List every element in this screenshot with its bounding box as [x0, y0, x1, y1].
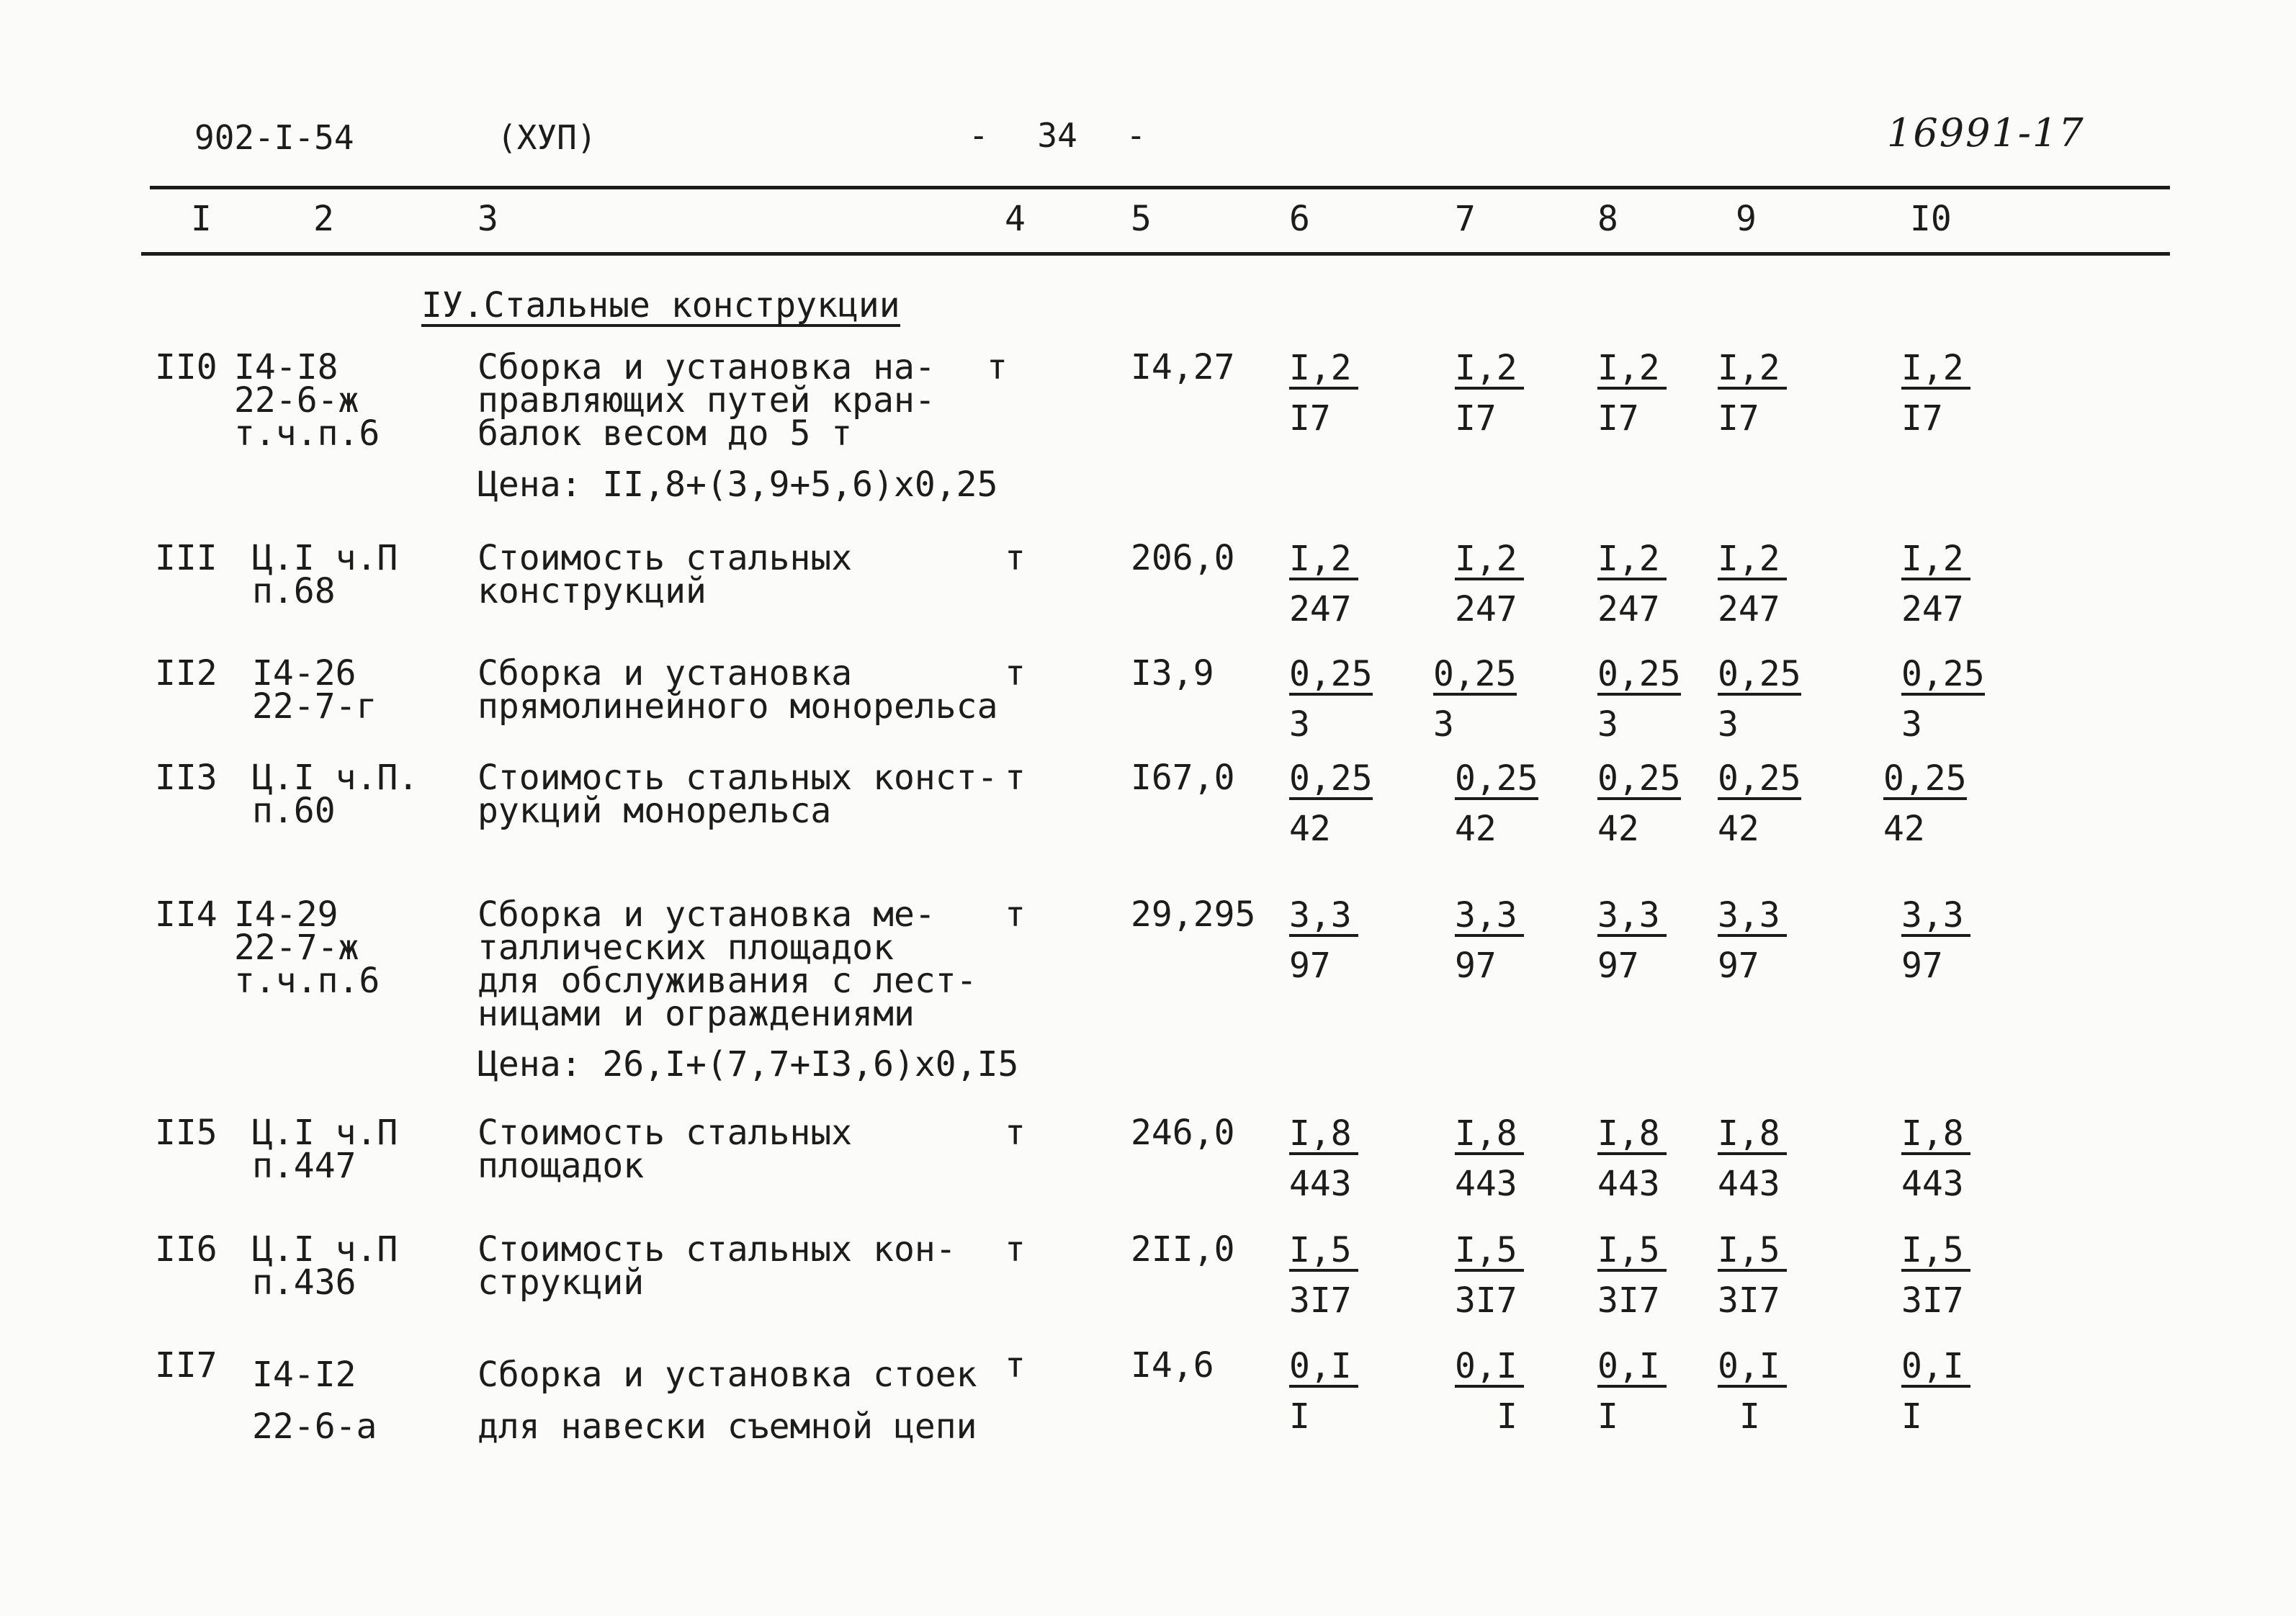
row-number: II3 — [155, 758, 218, 798]
value-denominator: 3I7 — [1289, 1280, 1352, 1321]
value-denominator: 3 — [1289, 704, 1310, 745]
row-reference: I4-I8 22-6-ж т.ч.п.6 — [234, 347, 380, 454]
value-denominator: 3I7 — [1455, 1280, 1517, 1321]
value-denominator: 443 — [1289, 1164, 1352, 1204]
row-value-col7 — [1455, 348, 1524, 439]
row-value-col8 — [1597, 654, 1681, 745]
row-description: Сборка и установка на- правляющих путей кран- балок весом до 5 т — [477, 347, 936, 454]
row-price: I4,6 — [1131, 1345, 1214, 1386]
row-value-col9 — [1718, 895, 1787, 986]
row-description: Сборка и установка ме- таллических площадок для обслуживания с лест- ницами и ограждениями — [477, 894, 977, 1034]
row-value-col7 — [1455, 1113, 1524, 1204]
value-denominator: 42 — [1718, 809, 1759, 849]
inventory-number: 16991-17 — [1887, 110, 2085, 156]
row-value-col9 — [1718, 1346, 1787, 1437]
value-denominator: 97 — [1455, 946, 1497, 986]
row-description: Сборка и установка стоек для навески съемной цепи — [477, 1355, 977, 1447]
value-denominator: 97 — [1597, 946, 1639, 986]
row-value-col7 — [1455, 1346, 1524, 1437]
value-numerator: 0,25 — [1883, 758, 1967, 799]
value-denominator: 42 — [1289, 809, 1331, 849]
value-numerator: I,5 — [1597, 1233, 1667, 1272]
col-header-4: 4 — [1005, 199, 1026, 239]
value-denominator: 247 — [1901, 589, 1964, 629]
row-value-col7 — [1455, 758, 1538, 849]
row-price: 29,295 — [1131, 894, 1256, 935]
value-denominator: 3I7 — [1597, 1280, 1660, 1321]
row-value-col8 — [1597, 539, 1667, 629]
value-numerator: 0,I — [1289, 1349, 1358, 1388]
value-numerator: I,2 — [1901, 542, 1970, 580]
row-value-col9 — [1718, 348, 1787, 439]
row-description: Сборка и установка прямолинейного монорельса — [477, 653, 998, 727]
row-unit: т — [1005, 1229, 1026, 1270]
row-price: I3,9 — [1131, 653, 1214, 693]
value-numerator: 0,25 — [1455, 758, 1538, 799]
table-top-rule — [150, 186, 2170, 189]
row-unit: т — [1005, 538, 1026, 578]
row-value-col9 — [1718, 758, 1801, 849]
row-value-col10 — [1901, 1346, 1970, 1437]
row-description: Стоимость стальных кон- струкций — [477, 1229, 956, 1303]
row-description: Стоимость стальных конст- рукций монорельса — [477, 758, 998, 831]
value-numerator: 3,3 — [1597, 898, 1667, 937]
row-value-col6 — [1289, 895, 1358, 986]
row-unit: т — [1005, 1113, 1026, 1153]
row-value-col8 — [1597, 1230, 1667, 1321]
volume-label: (ХУП) — [497, 118, 597, 157]
row-value-col7 — [1455, 539, 1524, 629]
row-value-col7 — [1455, 1230, 1524, 1321]
row-value-col7 — [1433, 654, 1517, 745]
value-numerator: I,5 — [1901, 1233, 1970, 1272]
row-value-col8 — [1597, 758, 1681, 849]
row-value-col10 — [1901, 654, 1985, 745]
row-value-col8 — [1597, 1113, 1667, 1204]
row-reference: I4-29 22-7-ж т.ч.п.6 — [234, 894, 380, 1001]
col-header-10: I0 — [1910, 199, 1952, 239]
col-header-3: 3 — [477, 199, 498, 239]
value-numerator: I,5 — [1718, 1233, 1787, 1272]
value-denominator: 3I7 — [1901, 1280, 1964, 1321]
row-value-col6 — [1289, 758, 1373, 849]
value-numerator: I,5 — [1289, 1233, 1358, 1272]
value-numerator: 3,3 — [1718, 898, 1787, 937]
row-value-col10 — [1901, 348, 1970, 439]
value-denominator: I7 — [1597, 398, 1639, 439]
value-numerator: 3,3 — [1289, 898, 1358, 937]
row-reference: Ц.I ч.П п.447 — [252, 1113, 398, 1186]
row-value-col8 — [1597, 348, 1667, 439]
row-number: II4 — [155, 894, 218, 935]
row-value-col10 — [1901, 1230, 1970, 1321]
value-numerator: I,2 — [1455, 542, 1524, 580]
value-denominator: 247 — [1718, 589, 1780, 629]
value-denominator: I7 — [1289, 398, 1331, 439]
value-numerator: 0,25 — [1433, 654, 1517, 694]
value-denominator: 42 — [1883, 809, 1925, 849]
value-denominator: 97 — [1289, 946, 1331, 986]
row-price: 2II,0 — [1131, 1229, 1235, 1270]
row-value-col6 — [1289, 1113, 1358, 1204]
row-number: II7 — [155, 1345, 218, 1386]
value-numerator: 0,I — [1597, 1349, 1667, 1388]
value-numerator: I,2 — [1597, 542, 1667, 580]
value-numerator: 0,25 — [1597, 654, 1681, 694]
value-denominator: 97 — [1718, 946, 1759, 986]
value-numerator: 3,3 — [1901, 898, 1970, 937]
value-numerator: 0,25 — [1718, 758, 1801, 799]
value-denominator: 3 — [1718, 704, 1739, 745]
value-denominator: 3 — [1433, 704, 1454, 745]
col-header-7: 7 — [1455, 199, 1476, 239]
value-numerator: I,8 — [1901, 1116, 1970, 1155]
row-number: II5 — [155, 1113, 218, 1153]
row-unit: т — [1005, 758, 1026, 798]
value-numerator: I,8 — [1289, 1116, 1358, 1155]
col-header-5: 5 — [1131, 199, 1152, 239]
col-header-2: 2 — [313, 199, 334, 239]
value-denominator: 42 — [1597, 809, 1639, 849]
value-denominator: I7 — [1718, 398, 1759, 439]
document-code: 902-I-54 — [194, 118, 354, 157]
row-value-col6 — [1289, 654, 1373, 745]
value-denominator: I — [1901, 1396, 1922, 1437]
row-value-col6 — [1289, 1230, 1358, 1321]
section-title: IУ.Стальные конструкции — [421, 285, 900, 326]
value-denominator: 247 — [1455, 589, 1517, 629]
value-numerator: I,2 — [1901, 351, 1970, 390]
value-numerator: 0,25 — [1718, 654, 1801, 694]
row-unit: т — [987, 347, 1008, 387]
row-value-col10 — [1883, 758, 1967, 849]
row-reference: Ц.I ч.П. п.60 — [252, 758, 419, 831]
value-numerator: I,2 — [1455, 351, 1524, 390]
col-header-1: I — [191, 199, 212, 239]
row-value-col9 — [1718, 539, 1787, 629]
row-description: Стоимость стальных площадок — [477, 1113, 853, 1186]
value-denominator: 3I7 — [1718, 1280, 1780, 1321]
value-denominator: 443 — [1901, 1164, 1964, 1204]
row-reference: Ц.I ч.П п.68 — [252, 538, 398, 611]
row-number: II0 — [155, 347, 218, 387]
value-denominator: I — [1597, 1396, 1618, 1437]
value-denominator: 443 — [1597, 1164, 1660, 1204]
row-price: I4,27 — [1131, 347, 1235, 387]
row-price: I67,0 — [1131, 758, 1235, 798]
value-denominator: 247 — [1289, 589, 1352, 629]
row-number: II6 — [155, 1229, 218, 1270]
row-description: Стоимость стальных конструкций — [477, 538, 853, 611]
col-header-8: 8 — [1597, 199, 1618, 239]
value-numerator: I,2 — [1289, 351, 1358, 390]
value-denominator: I — [1497, 1396, 1517, 1437]
row-value-col6 — [1289, 539, 1358, 629]
row-unit: т — [1005, 653, 1026, 693]
row-price-note: Цена: 26,I+(7,7+I3,6)х0,I5 — [477, 1044, 1019, 1085]
value-numerator: 0,25 — [1901, 654, 1985, 694]
row-value-col10 — [1901, 895, 1970, 986]
value-denominator: 443 — [1718, 1164, 1780, 1204]
row-reference: I4-I2 22-6-а — [252, 1355, 377, 1447]
value-denominator: 3 — [1901, 704, 1922, 745]
value-denominator: 97 — [1901, 946, 1943, 986]
row-unit: т — [1005, 1345, 1026, 1386]
value-denominator: 3 — [1597, 704, 1618, 745]
page-number: - 34 - — [969, 116, 1147, 155]
value-numerator: 0,25 — [1597, 758, 1681, 799]
value-denominator: 443 — [1455, 1164, 1517, 1204]
row-value-col9 — [1718, 1113, 1787, 1204]
value-numerator: I,8 — [1455, 1116, 1524, 1155]
value-denominator: I7 — [1455, 398, 1497, 439]
row-value-col10 — [1901, 1113, 1970, 1204]
row-price: 246,0 — [1131, 1113, 1235, 1153]
table-header-rule — [141, 252, 2170, 256]
value-numerator: 0,25 — [1289, 654, 1373, 694]
value-denominator: 247 — [1597, 589, 1660, 629]
value-numerator: I,8 — [1597, 1116, 1667, 1155]
col-header-9: 9 — [1736, 199, 1757, 239]
row-price: 206,0 — [1131, 538, 1235, 578]
value-numerator: 0,I — [1455, 1349, 1524, 1388]
row-value-col6 — [1289, 348, 1358, 439]
row-value-col9 — [1718, 1230, 1787, 1321]
row-unit: т — [1005, 894, 1026, 935]
value-numerator: 3,3 — [1455, 898, 1524, 937]
value-numerator: I,2 — [1597, 351, 1667, 390]
value-denominator: 42 — [1455, 809, 1497, 849]
row-number: III — [155, 538, 218, 578]
value-numerator: 0,25 — [1289, 758, 1373, 799]
row-number: II2 — [155, 653, 218, 693]
value-numerator: I,2 — [1289, 542, 1358, 580]
row-price-note: Цена: II,8+(3,9+5,6)х0,25 — [477, 464, 998, 505]
value-denominator: I — [1739, 1396, 1760, 1437]
row-value-col8 — [1597, 1346, 1667, 1437]
row-value-col9 — [1718, 654, 1801, 745]
value-numerator: I,8 — [1718, 1116, 1787, 1155]
row-value-col6 — [1289, 1346, 1358, 1437]
value-denominator: I — [1289, 1396, 1310, 1437]
value-numerator: 0,I — [1718, 1349, 1787, 1388]
value-numerator: I,2 — [1718, 351, 1787, 390]
row-reference: Ц.I ч.П п.436 — [252, 1229, 398, 1303]
value-numerator: I,2 — [1718, 542, 1787, 580]
value-numerator: I,5 — [1455, 1233, 1524, 1272]
row-value-col10 — [1901, 539, 1970, 629]
col-header-6: 6 — [1289, 199, 1310, 239]
row-value-col7 — [1455, 895, 1524, 986]
row-reference: I4-26 22-7-г — [252, 653, 377, 727]
value-numerator: 0,I — [1901, 1349, 1970, 1388]
row-value-col8 — [1597, 895, 1667, 986]
value-denominator: I7 — [1901, 398, 1943, 439]
